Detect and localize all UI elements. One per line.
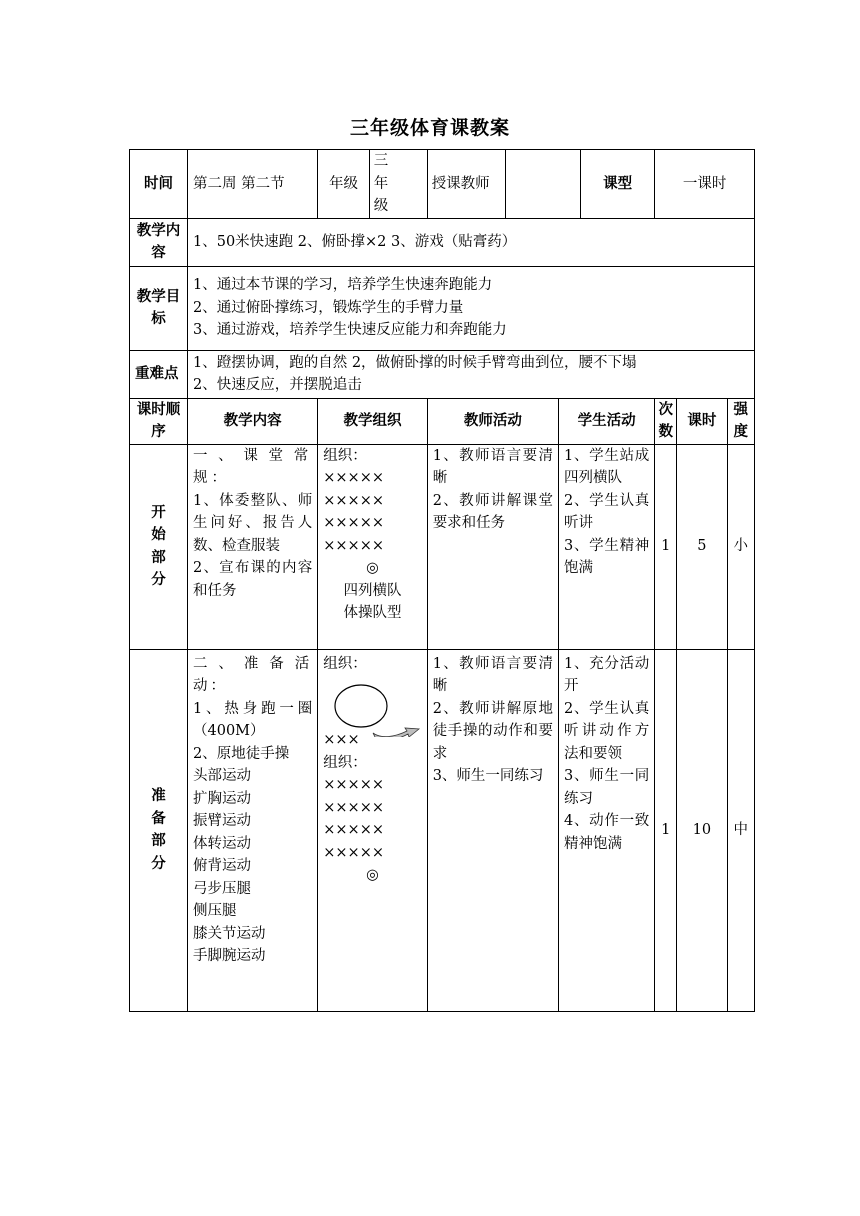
runner-row: ×××: [323, 732, 360, 748]
col-duration: 课时: [677, 398, 727, 444]
content-line: 体转运动: [193, 835, 251, 852]
section-teacher-activity: [427, 444, 558, 649]
org-label: 组织：: [323, 754, 367, 771]
content-line: 膝关节运动: [193, 925, 266, 942]
section-row: [130, 444, 755, 649]
student-line: 4、动作一致精神饱满: [564, 813, 650, 852]
formation-row: ×××××: [323, 515, 384, 531]
teacher-line: 2、教师讲解原地徒手操的动作和要求: [432, 700, 554, 762]
column-header-row: [130, 398, 755, 444]
student-line: 2、学生认真听讲动作方法和要领: [564, 700, 650, 762]
section-organization: [318, 649, 427, 1011]
teacher-value: [506, 150, 580, 219]
goals-label: 教学目标: [130, 266, 188, 350]
teacher-line: 1、教师语言要清晰: [432, 447, 554, 486]
goal-item: 2、通过俯卧撑练习，锻炼学生的手臂力量: [193, 299, 464, 316]
content-label: 教学内容: [130, 218, 188, 266]
formation-row: ×××××: [323, 844, 384, 861]
col-org: 教学组织: [318, 398, 427, 444]
difficulty-item: 1、蹬摆协调，跑的自然 2，做俯卧撑的时候手臂弯曲到位，腰不下塌: [193, 354, 637, 371]
teacher-position-icon: ◎: [366, 560, 379, 576]
student-line: 3、师生一同练习: [564, 768, 650, 807]
section-count: 1: [655, 649, 677, 1011]
section-student-activity: [559, 649, 655, 1011]
formation-row: ×××××: [323, 799, 384, 816]
running-track-diagram: [323, 675, 421, 737]
section-row: [130, 649, 755, 1011]
student-line: 1、充分活动开: [564, 655, 650, 694]
teacher-line: 3、师生一同练习: [432, 768, 544, 784]
section-intensity: 中: [727, 649, 754, 1011]
col-order: 课时顺序: [130, 398, 188, 444]
content-line: 弓步压腿: [193, 880, 251, 897]
goals-row: [130, 266, 755, 350]
type-value: 一课时: [655, 150, 755, 219]
content-line: 扩胸运动: [193, 790, 251, 807]
goal-item: 3、通过游戏，培养学生快速反应能力和奔跑能力: [193, 322, 507, 339]
col-intensity: 强度: [727, 398, 754, 444]
page-title: 三年级体育课教案: [349, 117, 510, 139]
goals-list: [188, 266, 755, 350]
content-row: [130, 218, 755, 266]
content-line: 俯背运动: [193, 858, 251, 874]
time-label: 时间: [130, 150, 188, 219]
section-teacher-activity: [427, 649, 558, 1011]
teacher-line: 2、教师讲解课堂要求和任务: [432, 492, 554, 531]
section-content: [188, 649, 318, 1011]
col-content: 教学内容: [188, 398, 318, 444]
teacher-position-icon: ◎: [366, 867, 379, 883]
formation-row: ×××××: [323, 777, 384, 793]
difficulty-list: [188, 350, 755, 398]
header-row: [130, 150, 755, 219]
content-line: 2、宣布课的内容和任务: [193, 560, 313, 599]
col-count: 次数: [655, 398, 677, 444]
difficulty-row: [130, 350, 755, 398]
difficulty-item: 2、快速反应，并摆脱追击: [193, 377, 362, 393]
formation-row: ×××××: [323, 822, 384, 838]
content-line: 手脚腕运动: [193, 948, 266, 964]
section-name: 准 备 部 分: [130, 649, 188, 1011]
student-line: 3、学生精神饱满: [564, 537, 650, 576]
formation-row: ×××××: [323, 470, 384, 486]
formation-row: ×××××: [323, 492, 384, 509]
content-line: 头部运动: [193, 768, 251, 784]
formation-row: ×××××: [323, 537, 384, 554]
content-line: 侧压腿: [193, 903, 237, 919]
student-line: 2、学生认真听讲: [564, 492, 650, 531]
section-intensity: 小: [727, 444, 754, 649]
lesson-plan-table: [129, 149, 755, 1012]
section-name: 开 始 部 分: [130, 444, 188, 649]
formation-caption: 四列横队: [343, 582, 402, 599]
content-line: 1、体委整队、师生问好、报告人数、检查服装: [193, 492, 313, 554]
content-value: 1、50米快速跑 2、俯卧撑×2 3、游戏（贴膏药）: [188, 218, 755, 266]
content-line: 1、热身跑一圈（400M）: [193, 700, 313, 739]
section-organization: [318, 444, 427, 649]
col-teacher: 教师活动: [427, 398, 558, 444]
teacher-line: 1、教师语言要清晰: [432, 655, 554, 694]
content-line: 二、准备活动：: [193, 655, 313, 694]
grade-value: 三 年 级: [369, 150, 427, 219]
difficulty-label: 重难点: [130, 350, 188, 398]
goal-item: 1、通过本节课的学习，培养学生快速奔跑能力: [193, 277, 493, 294]
section-duration: 5: [677, 444, 727, 649]
type-label: 课型: [580, 150, 654, 219]
col-student: 学生活动: [559, 398, 655, 444]
formation-caption: 体操队型: [343, 605, 402, 621]
grade-label: 年级: [318, 150, 369, 219]
section-count: 1: [655, 444, 677, 649]
time-value: 第二周 第二节: [188, 150, 318, 219]
section-content: [188, 444, 318, 649]
section-duration: 10: [677, 649, 727, 1011]
student-line: 1、学生站成四列横队: [564, 447, 650, 486]
content-line: 振臂运动: [193, 813, 251, 829]
content-line: 2、原地徒手操: [193, 745, 290, 762]
org-label: 组织：: [323, 655, 367, 672]
teacher-label: 授课教师: [427, 150, 506, 219]
content-line: 一、课堂常规：: [193, 447, 313, 486]
org-label: 组织：: [323, 447, 367, 464]
section-student-activity: [559, 444, 655, 649]
running-track-icon: [323, 675, 423, 737]
